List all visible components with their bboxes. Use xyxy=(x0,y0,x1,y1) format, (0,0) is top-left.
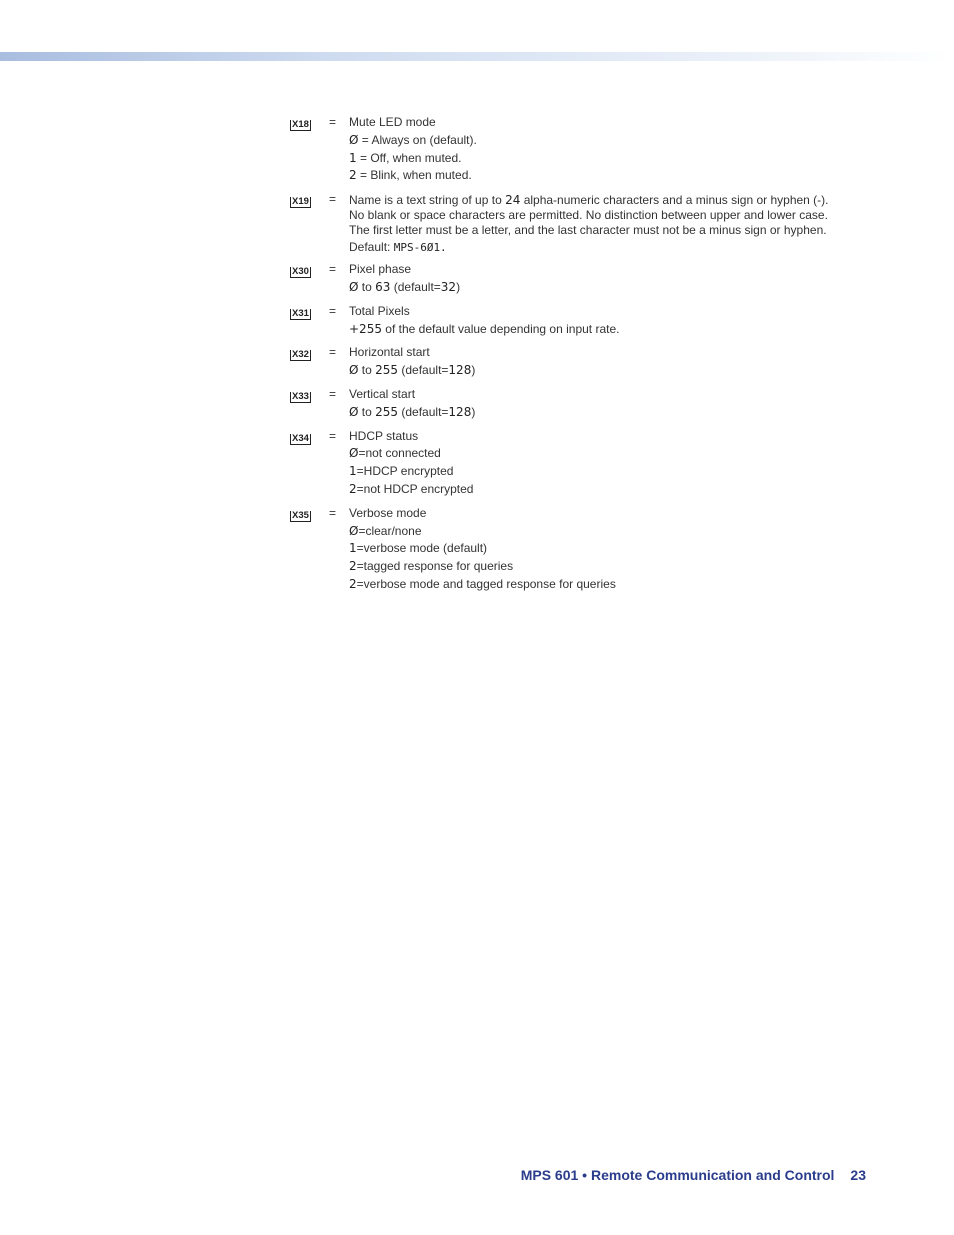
definition-line: Ø=not connected xyxy=(349,446,441,461)
definition-body xyxy=(349,428,834,499)
definition-x35 xyxy=(289,505,834,594)
equals-sign: = xyxy=(329,505,337,520)
definition-body xyxy=(349,303,834,339)
definition-line: 2 = Blink, when muted. xyxy=(349,168,472,183)
definition-line: 2=verbose mode and tagged response for queries xyxy=(349,576,616,591)
equals-sign: = xyxy=(329,428,337,443)
variable-label: X18 xyxy=(292,119,309,130)
definition-line: Ø = Always on (default). xyxy=(349,132,477,147)
variable-label: X33 xyxy=(292,390,309,402)
definition-line: Vertical start xyxy=(349,386,416,401)
definition-line: 1=verbose mode (default) xyxy=(349,541,488,556)
definition-line: Total Pixels xyxy=(349,303,410,318)
equals-sign: = xyxy=(329,345,337,360)
page-footer xyxy=(521,1167,866,1183)
definition-line: Ø to 255 (default=128) xyxy=(349,404,476,419)
definition-x34 xyxy=(289,428,834,499)
definition-x33 xyxy=(289,386,834,422)
equals-sign: = xyxy=(329,262,337,277)
definition-x32 xyxy=(289,344,834,380)
definition-line: Ø to 63 (default=32) xyxy=(349,279,461,294)
definition-x19 xyxy=(289,191,834,255)
definition-body xyxy=(349,114,834,185)
definition-x31 xyxy=(289,303,834,339)
variable-label: X32 xyxy=(292,349,309,361)
variable-label: X34 xyxy=(292,432,309,444)
definition-paragraph: Name is a text string of up to 24 alpha-numeric characters and a minus sign or hyphen (-). No blank or space characters are permitted. No distinction between upper and lower case. The first letter must be a letter, and the last character must not be a minus sign or hyphen. xyxy=(349,193,829,238)
definition-line: Verbose mode xyxy=(349,505,427,520)
equals-sign: = xyxy=(329,386,337,401)
definition-x18 xyxy=(289,114,834,185)
variable-label: X19 xyxy=(292,196,309,208)
definition-line: Ø to 255 (default=128) xyxy=(349,363,476,378)
definition-line: 2=tagged response for queries xyxy=(349,559,514,574)
equals-sign: = xyxy=(329,115,337,129)
default-value-line: Default: MPS-6Ø1. xyxy=(349,240,447,255)
definition-line: Ø=clear/none xyxy=(349,523,422,538)
definition-line: 1=HDCP encrypted xyxy=(349,464,454,479)
definition-line: Pixel phase xyxy=(349,262,412,277)
definition-body xyxy=(349,191,834,255)
definition-body xyxy=(349,386,834,422)
definition-line: Horizontal start xyxy=(349,345,430,360)
page-number: 23 xyxy=(850,1167,866,1183)
definition-line: Mute LED mode xyxy=(349,115,436,129)
header-gradient-bar xyxy=(0,52,954,61)
definition-body xyxy=(349,505,834,594)
definition-body xyxy=(349,344,834,380)
definition-x30 xyxy=(289,261,834,297)
variable-label: X30 xyxy=(292,266,309,278)
definition-line: 2=not HDCP encrypted xyxy=(349,481,474,496)
definition-body xyxy=(349,261,834,297)
footer-title: MPS 601 • Remote Communication and Control xyxy=(520,1167,835,1183)
variable-label: X31 xyxy=(292,307,309,319)
definition-line: HDCP status xyxy=(349,428,419,443)
variable-label: X35 xyxy=(292,509,309,521)
definition-line: +255 of the default value depending on input rate. xyxy=(349,321,620,336)
variable-definitions xyxy=(289,114,834,600)
equals-sign: = xyxy=(329,192,337,207)
equals-sign: = xyxy=(329,303,337,318)
definition-line: 1 = Off, when muted. xyxy=(349,150,462,165)
